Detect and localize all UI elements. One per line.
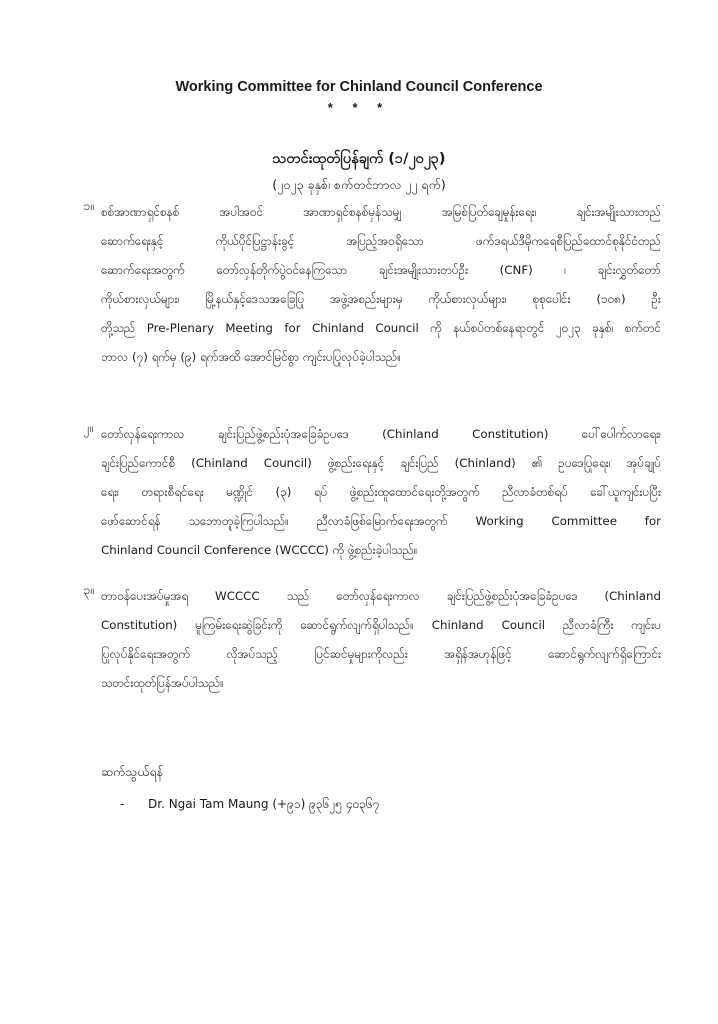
paragraph-3: [83, 582, 661, 698]
document-title: Working Committee for Chinland Council Conference: [175, 79, 543, 95]
paragraph-line: တာဝန်ပေးအပ်မှုအရ WCCCC သည် တော်လှန်ရေးကာလ ချင်းပြည်ဖွဲ့စည်းပုံအခြေခံဥပဒေ (Chinland: [101, 589, 661, 603]
paragraph-line: ချင်းပြည်ကောင်စီ (Chinland Council) ဖွဲ့စည်းရေးနှင့် ချင်းပြည် (Chinland) ၏ ဥပဒေပြုရေး၊ အုပ်ချုပ်: [101, 456, 661, 470]
paragraph-2: [83, 420, 661, 565]
contact-entry: [120, 796, 380, 814]
statement-date: (၂၀၂၃ ခုနှစ်၊ စက်တင်ဘာလ ၂၂ ရက်): [272, 177, 446, 192]
paragraph-number: ၂။: [83, 420, 93, 435]
list-dash: -: [120, 797, 125, 811]
paragraph-line: ကိုယ်စားလှယ်များ၊ မြို့နယ်နှင့်ဒေသအခြေပြု အဖွဲ့အစည်းများမှ ကိုယ်စားလှယ်များ၊ စုစုပေါင်း (၁၀၈) ဦး: [101, 292, 661, 306]
paragraph-line: ရေး၊ တရားစီရင်ရေး မဏ္ဍိုင် (၃) ရပ် ဖွဲ့စည်းထူထောင်ရေးတို့အတွက် ညီလာခံတစ်ရပ် ခေါ်ယူကျင်းပပြီး: [101, 485, 661, 499]
statement-heading: သတင်းထုတ်ပြန်ချက် (၁/၂၀၂၃): [272, 151, 446, 167]
paragraph-line: ပြုလုပ်နိုင်ရေးအတွက် လိုအပ်သည့် ပြင်ဆင်မှုများကိုလည်း အရှိန်အဟုန်ဖြင့် ဆောင်ရွက်လျက်ရှိကြောင်း: [101, 647, 661, 661]
paragraph-number: ၃။: [83, 582, 94, 597]
contact-label: ဆက်သွယ်ရန်: [101, 764, 164, 779]
paragraph-line: တို့သည် Pre-Plenary Meeting for Chinland Council ကို နယ်စပ်တစ်နေရာတွင် ၂၀၂၃ ခုနှစ်၊ စက်တင်: [101, 321, 661, 335]
paragraph-1: [83, 198, 661, 372]
contact-text: Dr. Ngai Tam Maung (+၉၁) ၉၃၆၂၅ ၄၀၃၆၇: [148, 797, 380, 811]
title-separator-stars: * * *: [327, 100, 391, 115]
paragraph-line: ဆောက်ရေးနှင့် ကိုယ်ပိုင်ပြဋ္ဌာန်းခွင့် အပြည့်အဝရှိသော ဖက်ဒရယ်ဒီမိုကရေစီပြည်ထောင်စုနိုင်ငံတည်: [101, 234, 661, 248]
paragraph-line: ဆောက်ရေးအတွက် တော်လှန်တိုက်ပွဲဝင်နေကြသော ချင်းအမျိုးသားတပ်ဦး (CNF) ၊ ချင်းလွှတ်တော်: [101, 263, 661, 277]
paragraph-line: တော်လှန်ရေးကာလ ချင်းပြည်ဖွဲ့စည်းပုံအခြေခံဥပဒေ (Chinland Constitution) ပေါ်ပေါက်လာရေး၊: [101, 427, 661, 441]
paragraph-line: Chinland Council Conference (WCCCC) ကို ဖွဲ့စည်းခဲ့ပါသည်။: [101, 543, 418, 557]
paragraph-line: စစ်အာဏာရှင်စနစ် အပါအဝင် အာဏာရှင်စနစ်မှန်သမျှ အမြစ်ပြတ်ချေမှုန်းရေး၊ ချင်းအမျိုးသားတည်: [101, 205, 661, 219]
paragraph-line: ဖော်ဆောင်ရန် သဘောတူခဲ့ကြပါသည်။ ညီလာခံဖြစ်မြောက်ရေးအတွက် Working Committee for: [101, 514, 661, 528]
paragraph-line: သတင်းထုတ်ပြန်အပ်ပါသည်။: [101, 676, 224, 690]
paragraph-line: ဘာလ (၇) ရက်မှ (၉) ရက်အထိ အောင်မြင်စွာ ကျင်းပပြုလုပ်ခဲ့ပါသည်။: [101, 350, 401, 364]
paragraph-line: Constitution) မူကြမ်းရေးဆွဲခြင်းကို ဆောင်ရွက်လျက်ရှိပါသည်။ Chinland Council ညီလာခံကြီး ကျင်းပ: [101, 618, 661, 632]
paragraph-number: ၁။: [83, 198, 94, 213]
